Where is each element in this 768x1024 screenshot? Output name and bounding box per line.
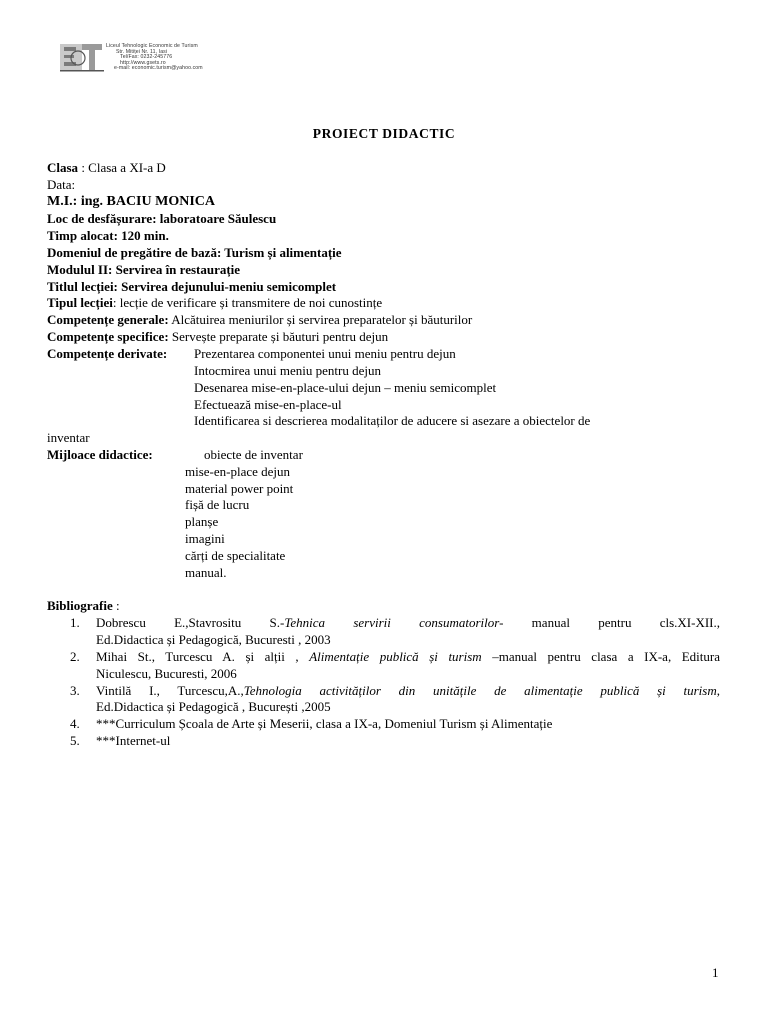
bib-authors: Dobrescu E.,Stavrositu S.- — [96, 615, 285, 630]
bib-publisher: Ed.Didactica și Pedagogică , București ,2005 — [96, 699, 331, 714]
bib-item-line: ***Curriculum Școala de Arte și Meserii, clasa a IX-a, Domeniul Turism și Alimentație — [96, 716, 553, 731]
field-timp: Timp alocat: 120 min. — [47, 228, 169, 243]
bib-work-title: Tehnica servirii consumatorilor- — [284, 615, 504, 630]
comp-spec-label: Competențe specifice: — [47, 329, 169, 344]
comp-der-item: Identificarea si descrierea modalitaților de aducere si asezare a obiectelor de — [194, 413, 591, 428]
comp-der-item: Intocmirea unui meniu pentru dejun — [194, 363, 382, 378]
field-clasa — [47, 160, 166, 177]
field-loc: Loc de desfășurare: laboratoare Săulescu — [47, 211, 277, 226]
comp-gen-value: Alcătuirea meniurilor și servirea preparatelor și băuturilor — [168, 312, 473, 327]
comp-gen-label: Competențe generale: — [47, 312, 169, 327]
mijloace-label: Mijloace didactice: — [47, 447, 153, 462]
school-address: Str. Mitiței Nr. 11, Iasi — [116, 48, 168, 55]
comp-der-label: Competențe derivate: — [47, 346, 168, 361]
field-titlul: Titlul lecției: Servirea dejunului-meniu semicomplet — [47, 279, 337, 294]
mijloace-item: cărți de specialitate — [185, 548, 286, 563]
bib-item-line — [96, 649, 720, 666]
tipul-value: : lecție de verificare și transmitere de noi cunostințe — [112, 295, 383, 310]
field-competente-generale — [47, 312, 472, 329]
school-logo — [60, 42, 260, 74]
bibliografie-suffix: : — [112, 598, 120, 613]
comp-der-item: Desenarea mise-en-place-ului dejun – meniu semicomplet — [194, 380, 497, 395]
mijloace-item: obiecte de inventar — [204, 447, 303, 462]
field-modulul: Modulul II: Servirea în restaurație — [47, 262, 241, 277]
bib-authors: Mihai St., Turcescu A. și alții , — [96, 649, 310, 664]
bib-item-line — [96, 683, 720, 700]
bib-work-title: Alimentație publică și turism — [309, 649, 482, 664]
bib-publisher: Ed.Didactica și Pedagogică, Bucuresti , 2003 — [96, 632, 331, 647]
school-contact-block — [106, 44, 266, 72]
clasa-label: Clasa — [47, 160, 79, 175]
school-name: Liceul Tehnologic Economic de Turism — [106, 43, 198, 49]
clasa-value: : Clasa a XI-a D — [78, 160, 166, 175]
bib-work-title: Tehnologia activităților din unitățile de alimentație publică și turism — [243, 683, 717, 698]
school-emblem-icon — [60, 42, 104, 72]
document-title: PROIECT DIDACTIC — [312, 126, 456, 141]
bib-number: 5. — [70, 733, 80, 748]
school-website: http://www.gsets.ro — [120, 59, 166, 66]
mijloace-item: planșe — [185, 514, 219, 529]
bib-authors: Vintilă I., Turcescu,A., — [96, 683, 244, 698]
field-mi: M.I.: ing. BACIU MONICA — [47, 194, 215, 209]
bib-publisher: Niculescu, Bucuresti, 2006 — [96, 666, 237, 681]
mijloace-item: mise-en-place dejun — [185, 464, 291, 479]
field-data: Data: — [47, 177, 76, 192]
comp-der-wrap: inventar — [47, 430, 90, 445]
bib-details: –manual pentru clasa a IX-a, Editura — [481, 649, 721, 664]
bib-details: manual pentru cls.XI-XII., — [503, 615, 721, 630]
comp-der-item: Efectuează mise-en-place-ul — [194, 397, 342, 412]
field-tipul — [47, 295, 382, 312]
page-number: 1 — [712, 965, 719, 980]
bib-item-line — [96, 615, 720, 632]
mijloace-item: material power point — [185, 481, 294, 496]
tipul-label: Tipul lecției — [47, 295, 113, 310]
bib-number: 4. — [70, 716, 80, 731]
bib-item-line: ***Internet-ul — [96, 733, 171, 748]
mijloace-item: manual. — [185, 565, 227, 580]
mijloace-item: fișă de lucru — [185, 497, 250, 512]
mijloace-item: imagini — [185, 531, 225, 546]
bib-number: 3. — [70, 683, 80, 698]
field-competente-specifice — [47, 329, 388, 346]
comp-spec-value: Servește preparate și băuturi pentru dejun — [168, 329, 389, 344]
school-phone: Tel/Fax: 0232-245776 — [120, 54, 173, 61]
field-domeniul: Domeniul de pregătire de bază: Turism și alimentație — [47, 245, 342, 260]
school-email: e-mail: economic.turism@yahoo.com — [114, 65, 203, 72]
bib-number: 1. — [70, 615, 80, 630]
bib-number: 2. — [70, 649, 80, 664]
bib-details: , — [716, 683, 720, 698]
bibliografie-label: Bibliografie — [47, 598, 113, 613]
comp-der-item: Prezentarea componentei unui meniu pentru dejun — [194, 346, 456, 361]
bibliografie-heading — [47, 598, 120, 615]
